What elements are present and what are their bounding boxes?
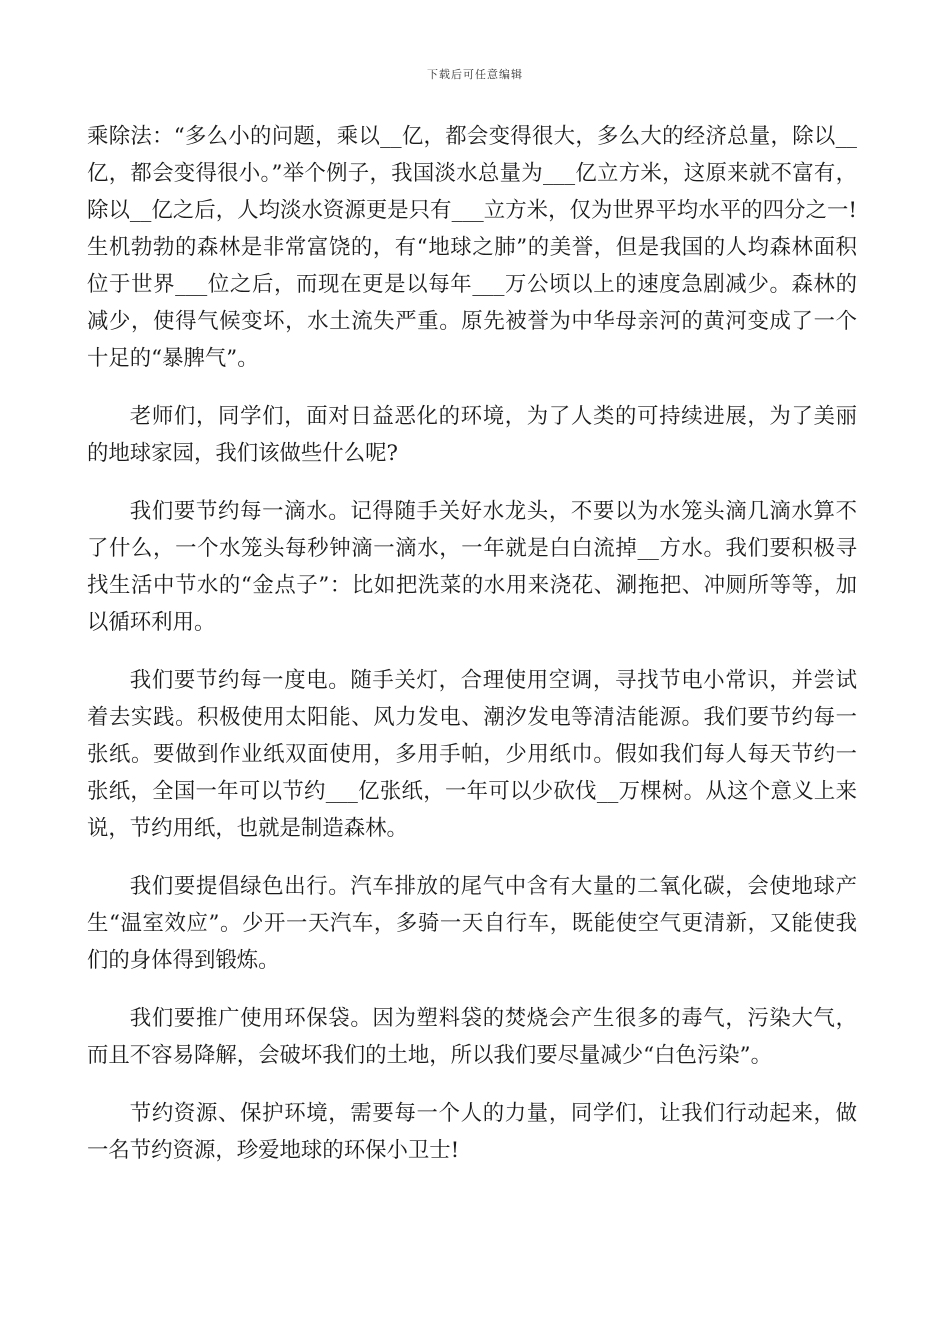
paragraph-continuation: 乘除法：“多么小的问题，乘以__亿，都会变得很大，多么大的经济总量，除以__亿，都会变得很小。”举个例子，我国淡水总量为___亿立方米，这原来就不富有，除以__亿之后，人均淡水资源更是只有___立方米，仅为世界平均水平的四分之一!生机勃勃的森林是非常富饶的，有“地球之肺”的美誉，但是我国的人均森林面积位于世界___位之后，而现在更是以每年___万公顷以上的速度急剧减少。森林的减少，使得气候变坏，水土流失严重。原先被誉为中华母亲河的黄河变成了一个十足的“暴脾气”。 [87, 124, 857, 371]
paragraph: 我们要推广使用环保袋。因为塑料袋的焚烧会产生很多的毒气，污染大气，而且不容易降解，会破坏我们的土地，所以我们要尽量减少“白色污染”。 [87, 1006, 857, 1068]
document-body [87, 118, 857, 1190]
paragraph: 我们要节约每一滴水。记得随手关好水龙头，不要以为水笼头滴几滴水算不了什么，一个水笼头每秒钟滴一滴水，一年就是白白流掉__方水。我们要积极寻找生活中节水的“金点子”：比如把洗菜的水用来浇花、涮拖把、冲厕所等等，加以循环利用。 [87, 499, 857, 635]
paragraph: 我们要节约每一度电。随手关灯，合理使用空调，寻找节电小常识，并尝试着去实践。积极使用太阳能、风力发电、潮汐发电等清洁能源。我们要节约每一张纸。要做到作业纸双面使用，多用手帕，少用纸巾。假如我们每人每天节约一张纸，全国一年可以节约___亿张纸，一年可以少砍伐__万棵树。从这个意义上来说，节约用纸，也就是制造森林。 [87, 668, 857, 841]
paragraph: 节约资源、保护环境，需要每一个人的力量，同学们，让我们行动起来，做一名节约资源，珍爱地球的环保小卫士! [87, 1101, 857, 1163]
page-header: 下载后可任意编辑 [427, 68, 523, 81]
paragraph: 老师们，同学们，面对日益恶化的环境，为了人类的可持续进展，为了美丽的地球家园，我们该做些什么呢? [87, 404, 857, 466]
paragraph: 我们要提倡绿色出行。汽车排放的尾气中含有大量的二氧化碳，会使地球产生“温室效应”。少开一天汽车，多骑一天自行车，既能使空气更清新，又能使我们的身体得到锻炼。 [87, 874, 857, 973]
